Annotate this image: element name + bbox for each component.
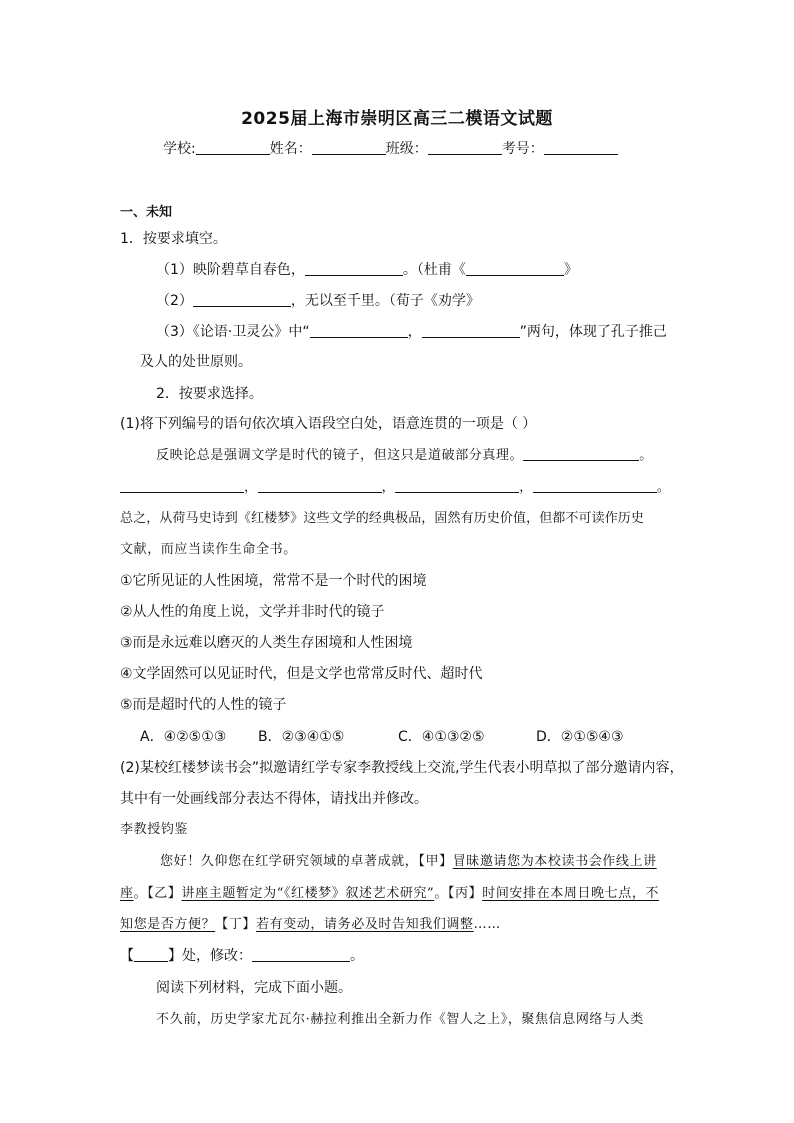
section-heading: 一、未知 xyxy=(120,205,173,220)
bracket-open: 【 xyxy=(120,948,134,964)
name-label: 姓名： xyxy=(269,141,312,157)
option-2: ②从人性的角度上说，文学并非时代的镜子 xyxy=(120,604,385,620)
question-2-sub-2-stem-2: 其中有一处画线部分表达不得体，请找出并修改。 xyxy=(120,791,428,807)
marker-bing: 。【丙】 xyxy=(434,886,483,901)
passage-line-2 xyxy=(120,478,670,498)
marker-yi: 。【乙】 xyxy=(133,886,182,901)
ellipsis: …… xyxy=(473,917,501,932)
question-1-stem: 1．按要求填空。 xyxy=(120,231,227,247)
fill-blank[interactable] xyxy=(533,478,657,493)
letter-line-1 xyxy=(160,852,657,872)
choice-c[interactable]: C．④①③②⑤ xyxy=(398,729,485,745)
punct: 。 xyxy=(639,448,653,463)
question-2-stem: 2．按要求选择。 xyxy=(156,386,263,402)
letter-greeting: 李教授钧鉴 xyxy=(120,822,189,837)
fill-blank[interactable] xyxy=(466,261,564,276)
exam-no-label: 考号： xyxy=(501,141,544,157)
item-1-close: 》 xyxy=(563,262,578,278)
fill-blank[interactable] xyxy=(193,292,291,307)
item-2-source: ，无以至千里。（荀子《劝学》 xyxy=(290,293,480,309)
question-2-sub-1-stem: (1)将下列编号的语句依次填入语段空白处，语意连贯的一项是（ ） xyxy=(120,416,537,432)
letter-line-2 xyxy=(120,884,659,904)
question-2-sub-2-stem-1: (2)某校红楼梦读书会”拟邀请红学专家李教授线上交流,学生代表小明草拟了部分邀请内容， xyxy=(120,760,684,776)
item-3-tail: ”两句，体现了孔子推己 xyxy=(519,324,667,340)
option-4: ④文学固然可以见证时代，但是文学也常常反时代、超时代 xyxy=(120,666,483,682)
question-1-item-3 xyxy=(156,322,667,342)
underlined-phrase-yi: 讲座主题暂定为“《红楼梦》叙述艺术研究” xyxy=(181,886,435,901)
item-3-text: （3）《论语·卫灵公》中“ xyxy=(156,324,310,340)
passage-line-4: 文献，而应当读作生命全书。 xyxy=(120,542,297,557)
question-1-item-2 xyxy=(156,291,480,311)
fill-blank[interactable] xyxy=(523,446,639,461)
fill-blank[interactable] xyxy=(252,947,350,962)
underlined-phrase-jia-end: 座 xyxy=(120,886,134,901)
item-1-source: 。（杜甫《 xyxy=(402,262,466,278)
question-1-item-3-cont: 及人的处世原则。 xyxy=(140,354,252,370)
passage-line-1 xyxy=(156,446,653,466)
choice-a[interactable]: A．④②⑤①③ xyxy=(140,729,227,745)
option-3: ③而是永远难以磨灭的人类生存困境和人性困境 xyxy=(120,635,413,651)
class-blank[interactable] xyxy=(428,140,502,155)
option-1: ①它所见证的人性困境，常常不是一个时代的困境 xyxy=(120,573,427,589)
option-5: ⑤而是超时代的人性的镜子 xyxy=(120,697,287,713)
fill-blank[interactable] xyxy=(258,478,382,493)
fill-blank[interactable] xyxy=(310,323,408,338)
punct: ， xyxy=(244,480,258,495)
choice-d[interactable]: D．②①⑤④③ xyxy=(536,729,624,745)
punct: ， xyxy=(381,480,396,495)
underlined-phrase-bing: 时间安排在本周日晚七点，不 xyxy=(482,886,660,901)
student-info-row xyxy=(163,138,618,158)
name-blank[interactable] xyxy=(312,140,386,155)
page-title: 2025届上海市崇明区高三二模语文试题 xyxy=(241,109,553,129)
fill-blank[interactable] xyxy=(422,323,520,338)
school-blank[interactable] xyxy=(196,140,270,155)
item-2-text: （2） xyxy=(156,293,193,309)
question-1-item-1 xyxy=(156,260,578,280)
underlined-phrase-ding: 若有变动，请务必及时告知我们调整 xyxy=(256,917,474,932)
item-3-comma: ， xyxy=(407,324,422,340)
punct: ， xyxy=(519,480,533,495)
fill-blank[interactable] xyxy=(134,947,168,962)
answer-label: 】处，修改： xyxy=(168,948,252,964)
class-label: 班级： xyxy=(385,141,428,157)
fill-blank[interactable] xyxy=(395,478,519,493)
fill-blank[interactable] xyxy=(120,478,244,493)
passage-text: 反映论总是强调文学是时代的镜子，但这只是道破部分真理。 xyxy=(156,448,524,463)
letter-text: 您好！久仰您在红学研究领域的卓著成就，【甲】 xyxy=(160,854,453,869)
answer-line xyxy=(120,946,364,966)
exam-no-blank[interactable] xyxy=(544,140,618,155)
punct: 。 xyxy=(656,480,671,495)
school-label: 学校: xyxy=(163,141,196,157)
choice-b[interactable]: B．②③④①⑤ xyxy=(258,729,345,745)
underlined-phrase-bing-end: 知您是否方便？ xyxy=(120,917,216,932)
punct: 。 xyxy=(350,948,364,964)
item-1-text: （1）映阶碧草自春色， xyxy=(156,262,305,278)
marker-ding: 【丁】 xyxy=(215,917,257,932)
reading-passage-line-1: 不久前，历史学家尤瓦尔·赫拉利推出全新力作《智人之上》，聚焦信息网络与人类 xyxy=(156,1012,644,1027)
fill-blank[interactable] xyxy=(305,261,403,276)
passage-line-3: 总之，从荷马史诗到《红楼梦》这些文学的经典极品，固然有历史价值，但都不可读作历史 xyxy=(120,511,645,526)
underlined-phrase-jia: 冒昧邀请您为本校读书会作线上讲 xyxy=(452,854,657,869)
reading-intro: 阅读下列材料，完成下面小题。 xyxy=(156,980,352,996)
letter-line-3 xyxy=(120,915,501,935)
